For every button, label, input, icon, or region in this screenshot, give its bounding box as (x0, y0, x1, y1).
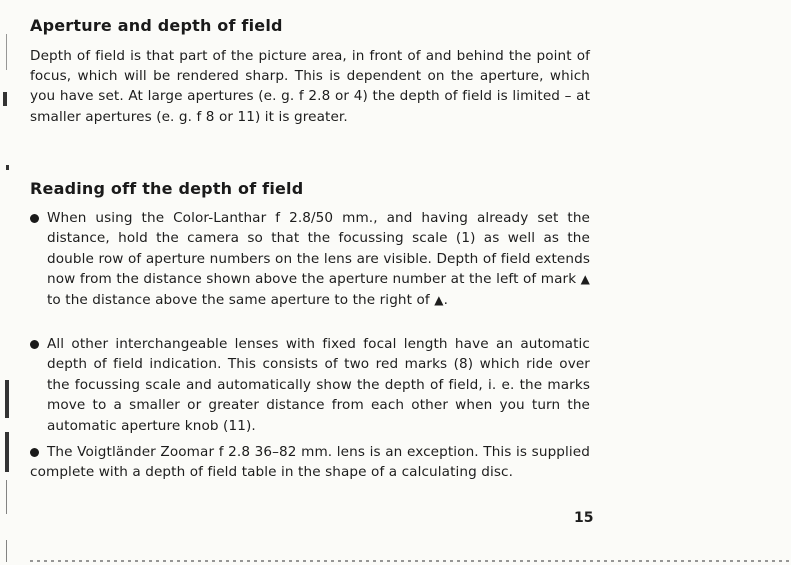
bullet-text: The Voigtländer Zoomar f 2.8 36–82 mm. lens is an exception. This is supplied complete with a depth of field table in the shape of a calculating disc. (30, 444, 590, 481)
scan-edge-mark (6, 480, 7, 514)
scan-bottom-edge (30, 560, 791, 562)
section-heading-reading: Reading off the depth of field (30, 179, 304, 198)
bullet-item-interchangeable-lenses (30, 334, 590, 436)
bullet-text-part1: When using the Color-Lanthar f 2.8/50 mm., and having already set the distance, hold the camera so that the focussing scale (1) as well as the double row of aperture numbers on the lens are visible. Depth of field extends now from the distance shown above the aperture number at the left of mark (47, 210, 590, 288)
scan-edge-mark (6, 34, 7, 70)
triangle-mark-icon: ▲ (580, 272, 591, 287)
bullet-text-part3: . (443, 291, 448, 308)
bullet-item-color-lanthar (30, 208, 590, 310)
bullet-dot-icon (30, 340, 39, 349)
bullet-text: All other interchangeable lenses with fixed focal length have an automatic depth of field indication. This consists of two red marks (8) which ride over the focussing scale and automatically show the depth of field, i. e. the marks move to a smaller or greater distance from each other when you turn the automatic aperture knob (11). (47, 336, 590, 434)
scan-edge-mark (6, 540, 7, 562)
scan-edge-mark (5, 432, 9, 472)
bullet-dot-icon (30, 214, 39, 223)
scan-edge-mark (3, 92, 7, 106)
page-number: 15 (574, 510, 594, 526)
section-heading-aperture: Aperture and depth of field (30, 16, 283, 35)
triangle-mark-icon: ▲ (434, 292, 444, 307)
bullet-item-zoomar (30, 442, 590, 483)
scan-edge-mark (6, 165, 9, 170)
bullet-text-part2: to the distance above the same aperture to the right of (47, 291, 430, 308)
bullet-dot-icon (30, 448, 39, 457)
aperture-paragraph: Depth of field is that part of the picture area, in front of and behind the point of focus, which will be rendered sharp. This is dependent on the aperture, which you have set. At large apertures (e. g. f 2.8 or 4) the depth of field is limited – at smaller apertures (e. g. f 8 or 11) it is greater. (30, 48, 590, 125)
scan-edge-mark (5, 380, 9, 418)
